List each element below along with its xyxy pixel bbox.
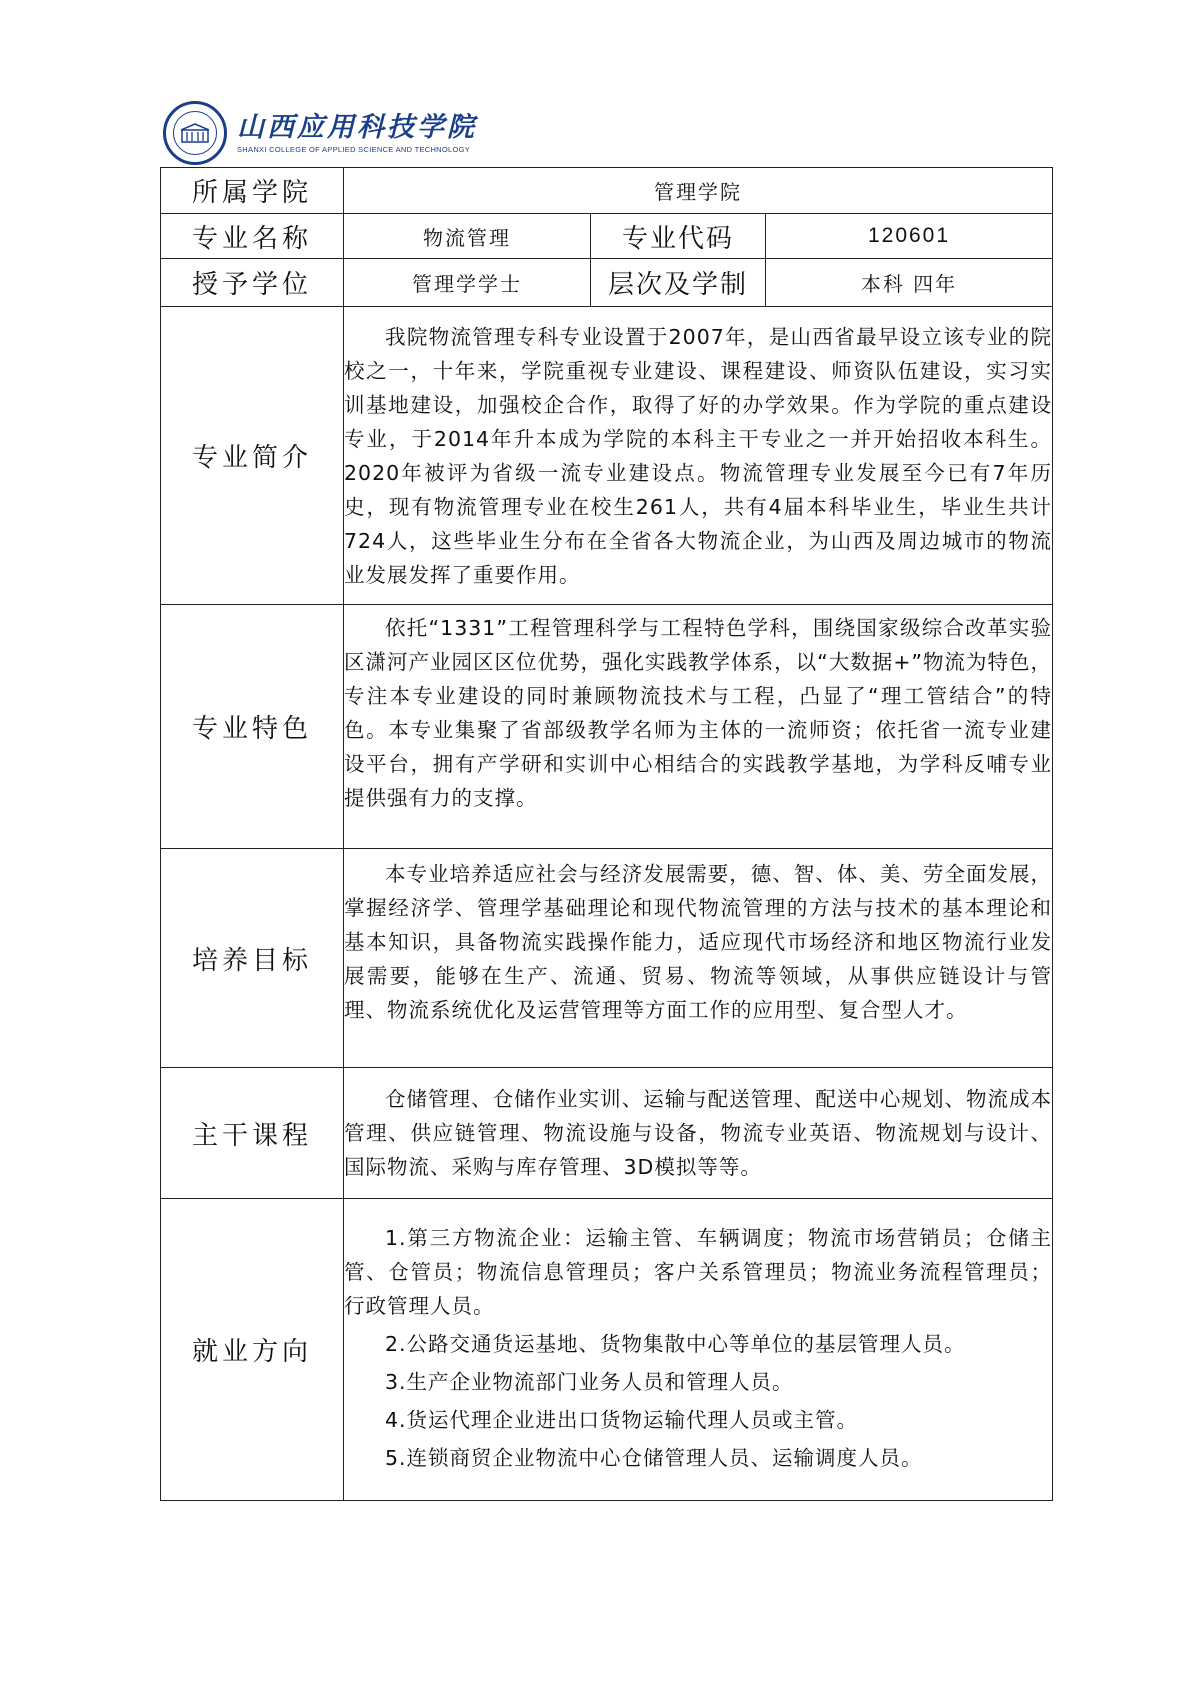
courses-label: 主干课程 [161,1068,344,1199]
page-header [163,100,477,166]
school-brand [237,113,477,154]
jobs-item: 1.第三方物流企业：运输主管、车辆调度；物流市场营销员；仓储主管、仓管员；物流信息管理员；客户关系管理员；物流业务流程管理员；行政管理人员。 [344,1225,1053,1318]
major-info-table [160,167,1053,1501]
row-courses [161,1068,1053,1199]
code-label: 专业代码 [591,214,766,259]
jobs-label: 就业方向 [161,1199,344,1501]
intro-text: 我院物流管理专科专业设置于2007年，是山西省最早设立该专业的院校之一，十年来，学院重视专业建设、课程建设、师资队伍建设，实习实训基地建设，加强校企合作，取得了好的办学效果。作为学院的重点建设专业，于2014年升本成为学院的本科主干专业之一并开始招收本科生。2020年被评为省级一流专业建设点。物流管理专业发展至今已有7年历史，现有物流管理专业在校生261人，共有4届本科毕业生，毕业生共计724人，这些毕业生分布在全省各大物流企业，为山西及周边城市的物流业发展发挥了重要作用。 [344,324,1053,587]
code-value: 120601 [766,214,1053,259]
courses-text: 仓储管理、仓储作业实训、运输与配送管理、配送中心规划、物流成本管理、供应链管理、物流设施与设备，物流专业英语、物流规划与设计、国际物流、采购与库存管理、3D模拟等等。 [344,1087,1053,1179]
jobs-item: 2.公路交通货运基地、货物集散中心等单位的基层管理人员。 [385,1331,966,1356]
goals-label: 培养目标 [161,849,344,1068]
level-label: 层次及学制 [591,259,766,307]
college-value: 管理学院 [344,168,1053,214]
goals-cell [344,849,1053,1068]
college-label: 所属学院 [161,168,344,214]
building-icon [180,122,210,144]
row-intro [161,307,1053,605]
features-label: 专业特色 [161,605,344,849]
features-text: 依托“1331”工程管理科学与工程特色学科，围绕国家级综合改革实验区潇河产业园区区位优势，强化实践教学体系，以“大数据+”物流为特色，专注本专业建设的同时兼顾物流技术与工程，凸显了“理工管结合”的特色。本专业集聚了省部级教学名师为主体的一流师资；依托省一流专业建设平台，拥有产学研和实训中心相结合的实践教学基地，为学科反哺专业提供强有力的支撑。 [344,616,1053,810]
jobs-cell [344,1199,1053,1501]
goals-text: 本专业培养适应社会与经济发展需要，德、智、体、美、劳全面发展，掌握经济学、管理学基础理论和现代物流管理的方法与技术的基本理论和基本知识，具备物流实践操作能力，适应现代市场经济和地区物流行业发展需要，能够在生产、流通、贸易、物流等领域，从事供应链设计与管理、物流系统优化及运营管理等方面工作的应用型、复合型人才。 [344,862,1053,1022]
school-seal-icon [163,101,227,165]
jobs-item: 5.连锁商贸企业物流中心仓储管理人员、运输调度人员。 [385,1445,923,1470]
major-label: 专业名称 [161,214,344,259]
row-jobs [161,1199,1053,1501]
courses-cell [344,1068,1053,1199]
row-features [161,605,1053,849]
features-cell [344,605,1053,849]
school-name-cn: 山西应用科技学院 [237,111,477,143]
degree-value: 管理学学士 [344,259,591,307]
degree-label: 授予学位 [161,259,344,307]
jobs-item: 4.货运代理企业进出口货物运输代理人员或主管。 [385,1407,859,1432]
row-degree [161,259,1053,307]
school-name-en: SHANXI COLLEGE OF APPLIED SCIENCE AND TECHNOLOGY [237,144,471,154]
level-value: 本科 四年 [766,259,1053,307]
row-goals [161,849,1053,1068]
major-value: 物流管理 [344,214,591,259]
intro-cell [344,307,1053,605]
intro-label: 专业简介 [161,307,344,605]
jobs-item: 3.生产企业物流部门业务人员和管理人员。 [385,1369,794,1394]
row-major [161,214,1053,259]
row-college [161,168,1053,214]
